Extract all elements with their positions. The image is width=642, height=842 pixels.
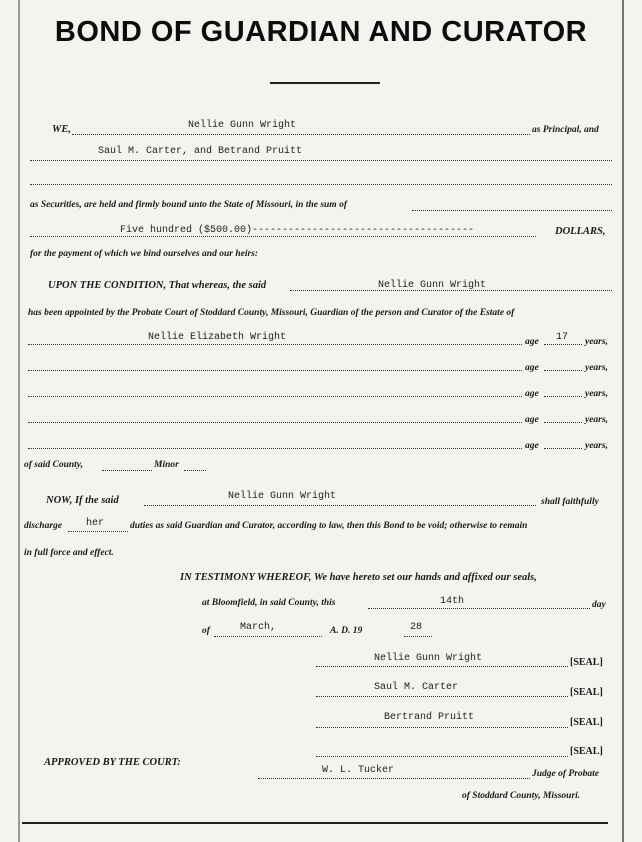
seal-label: [SEAL] (570, 717, 603, 728)
title-rule (270, 82, 380, 84)
day-value: 14th (440, 596, 465, 607)
years-label: years, (585, 337, 608, 347)
minor-line-5 (28, 448, 522, 449)
day-label: day (592, 600, 606, 610)
securities-names: Saul M. Carter, and Betrand Pruitt (98, 146, 303, 157)
principal-name: Nellie Gunn Wright (188, 120, 297, 131)
judge-name: W. L. Tucker (322, 765, 395, 776)
county-line (102, 470, 152, 471)
now-name: Nellie Gunn Wright (228, 491, 337, 502)
age-line-2 (544, 370, 582, 371)
year-line (404, 636, 432, 637)
seal-label: [SEAL] (570, 687, 603, 698)
principal-line (72, 134, 530, 135)
bottom-rule (22, 822, 608, 824)
month-line (214, 636, 322, 637)
pronoun: her (86, 518, 105, 529)
minor-line-4 (28, 422, 522, 423)
seal-label: [SEAL] (570, 746, 603, 757)
securities-text: as Securities, are held and firmly bound unto the State of Missouri, in the sum of (30, 200, 347, 210)
day-line (368, 608, 590, 609)
signature-line-1 (316, 666, 568, 667)
now-line (144, 505, 536, 506)
judge-line (258, 778, 530, 779)
condition-text: UPON THE CONDITION, That whereas, the said (48, 280, 267, 291)
minor-line-end (184, 470, 206, 471)
age-label: age (525, 363, 539, 373)
years-label: years, (585, 415, 608, 425)
faithfully-label: shall faithfully (541, 497, 599, 507)
minor-line-3 (28, 396, 522, 397)
years-label: years, (585, 389, 608, 399)
age-label: age (525, 415, 539, 425)
ad-label: A. D. 19 (330, 626, 363, 636)
as-principal-label: as Principal, and (532, 125, 599, 135)
of-county-label: of Stoddard County, Missouri. (462, 791, 581, 801)
testimony-text: IN TESTIMONY WHEREOF, We have hereto set our hands and affixed our seals, (180, 572, 537, 583)
duties-text: duties as said Guardian and Curator, according to law, then this Bond to be void; otherwise to remain (130, 521, 528, 531)
of-label: of (202, 626, 210, 636)
minor-line-1 (28, 344, 522, 345)
age-line-1 (544, 344, 582, 345)
year-value: 28 (410, 622, 423, 633)
sum-line-2 (30, 236, 536, 237)
sum-amount: Five hundred ($500.00)------------------------------------- (120, 225, 475, 236)
minor-name: Nellie Elizabeth Wright (148, 332, 287, 343)
full-force-text: in full force and effect. (24, 548, 114, 558)
age-line-3 (544, 396, 582, 397)
now-text: NOW, If the said (46, 495, 119, 506)
county-text: of said County, (24, 460, 84, 470)
age-line-4 (544, 422, 582, 423)
payment-text: for the payment of which we bind ourselves and our heirs: (30, 249, 259, 259)
securities-line-2 (30, 184, 612, 185)
page-edge-right (622, 0, 624, 842)
sum-line-1 (412, 210, 612, 211)
minor-line-2 (28, 370, 522, 371)
age-line-5 (544, 448, 582, 449)
condition-name: Nellie Gunn Wright (378, 280, 487, 291)
month-value: March, (240, 622, 277, 633)
dollars-label: DOLLARS, (555, 226, 606, 237)
signature-line-2 (316, 696, 568, 697)
minor-label: Minor (154, 460, 179, 470)
minor-age: 17 (556, 332, 569, 343)
years-label: years, (585, 441, 608, 451)
pronoun-line (68, 531, 128, 532)
appointed-text: has been appointed by the Probate Court of Stoddard County, Missouri, Guardian of the person and Curator of the Estate of (28, 308, 515, 318)
signature-line-4 (316, 756, 568, 757)
signature-name: Bertrand Pruitt (384, 712, 475, 723)
at-bloomfield-text: at Bloomfield, in said County, this (202, 598, 336, 608)
securities-line-1 (30, 160, 612, 161)
page-edge-left (18, 0, 20, 842)
years-label: years, (585, 363, 608, 373)
age-label: age (525, 389, 539, 399)
signature-name: Saul M. Carter (374, 682, 459, 693)
age-label: age (525, 441, 539, 451)
signature-name: Nellie Gunn Wright (374, 653, 483, 664)
we-label: WE, (52, 124, 71, 135)
document-title: BOND OF GUARDIAN AND CURATOR (54, 16, 588, 48)
seal-label: [SEAL] (570, 657, 603, 668)
signature-line-3 (316, 727, 568, 728)
age-label: age (525, 337, 539, 347)
judge-of-probate-label: Judge of Probate (532, 769, 600, 779)
approved-text: APPROVED BY THE COURT: (44, 757, 181, 768)
discharge-label: discharge (24, 521, 62, 531)
